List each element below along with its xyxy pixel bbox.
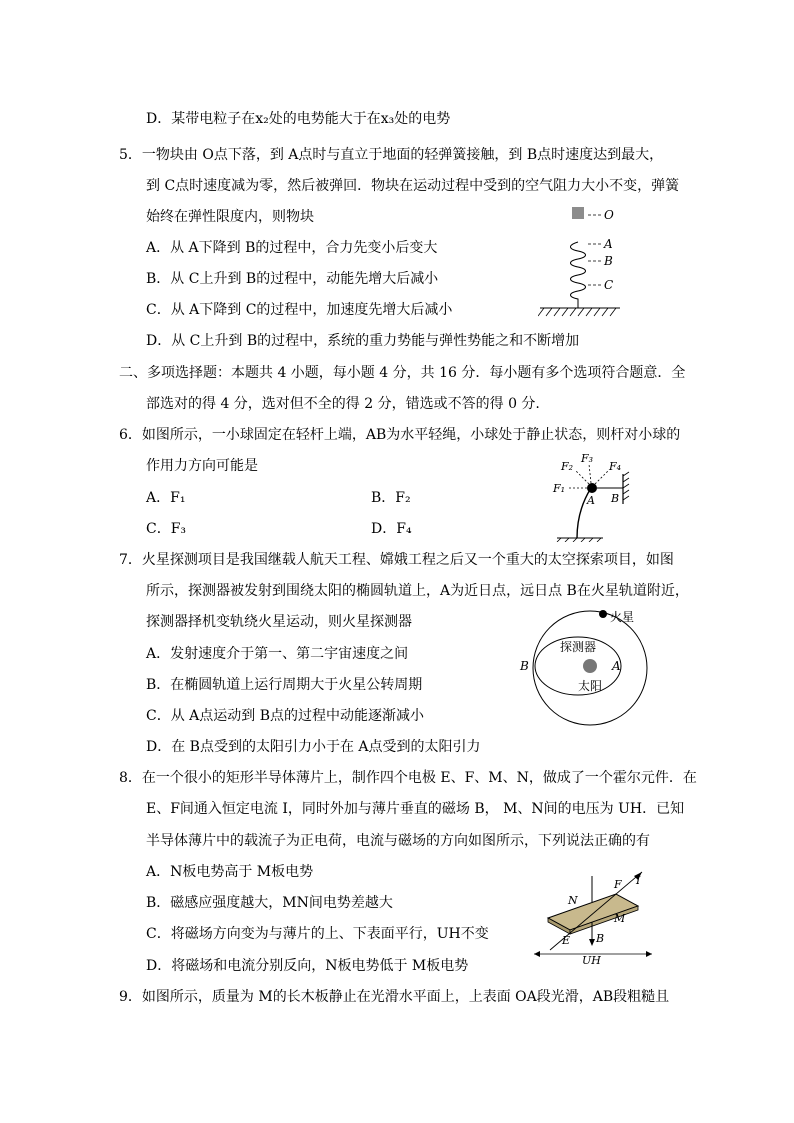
hall-element-figure (528, 868, 658, 964)
q7-stem-line-3: 探测器择机变轨绕火星运动，则火星探测器 (146, 614, 412, 630)
label-c: C (604, 278, 614, 292)
q8-stem-line-3: 半导体薄片中的载流子为正电荷，电流与磁场的方向如图所示，下列说法正确的有 (146, 833, 650, 849)
label-f1: F₁ (553, 482, 566, 495)
label-b: B (520, 659, 529, 673)
label-e: E (562, 934, 571, 947)
q5-option-a: A．从 A下降到 B的过程中，合力先变小后变大 (146, 240, 438, 256)
block-shape (572, 207, 584, 219)
q5-stem-line-2: 到 C点时速度减为零，然后被弹回．物块在运动过程中受到的空气阻力大小不变，弹簧 (146, 178, 680, 194)
q5-option-c: C．从 A下降到 C的过程中，加速度先增大后减小 (146, 302, 453, 318)
label-b: B (604, 254, 613, 268)
label-f2: F₂ (561, 460, 574, 473)
label-sun: 太阳 (578, 679, 603, 693)
rod-ball-figure (545, 448, 635, 542)
q8-stem-line-1: 8．在一个很小的矩形半导体薄片上，制作四个电极 E、F、M、N，做成了一个霍尔元件．在 (119, 770, 697, 786)
q6-option-a: A．F₁ (146, 490, 186, 506)
q8-option-b: B．磁感应强度越大，MN间电势差越大 (146, 895, 393, 911)
q7-stem-line-2: 所示，探测器被发射到围绕太阳的椭圆轨道上，A为近日点，远日点 B在火星轨道附近， (146, 583, 689, 599)
label-b: B (611, 492, 620, 505)
q6-option-d: D．F₄ (371, 521, 412, 537)
label-f: F (614, 878, 622, 891)
q8-stem-line-2: E、F间通入恒定电流 I，同时外加与薄片垂直的磁场 B， M、N间的电压为 UH．已知 (146, 801, 685, 817)
q8-option-c: C．将磁场方向变为与薄片的上、下表面平行，UH不变 (146, 926, 489, 942)
label-a: A (587, 494, 595, 507)
label-uh: UH (582, 954, 601, 964)
q4-option-d: D．某带电粒子在x₂处的电势能大于在x₃处的电势 (146, 111, 451, 127)
q8-option-d: D．将磁场和电流分别反向，N板电势低于 M板电势 (146, 958, 469, 974)
q7-option-d: D．在 B点受到的太阳引力小于在 A点受到的太阳引力 (146, 739, 481, 755)
q7-option-c: C．从 A点运动到 B点的过程中动能逐渐减小 (146, 708, 425, 724)
q5-option-b: B．从 C上升到 B的过程中，动能先增大后减小 (146, 271, 439, 287)
q8-option-a: A．N板电势高于 M板电势 (146, 864, 314, 880)
q7-option-b: B．在椭圆轨道上运行周期大于火星公转周期 (146, 677, 423, 693)
label-f3: F₃ (581, 452, 594, 465)
label-a: A (612, 659, 621, 673)
q7-option-a: A．发射速度介于第一、第二宇宙速度之间 (146, 646, 409, 662)
label-a: A (604, 237, 613, 251)
label-f4: F₄ (609, 460, 622, 473)
q6-option-b: B．F₂ (371, 490, 411, 506)
sun-shape (583, 659, 597, 673)
mars-shape (599, 610, 607, 618)
spring-figure (538, 200, 628, 320)
q6-option-c: C．F₃ (146, 521, 187, 537)
label-n: N (568, 894, 578, 907)
q5-stem-line-1: 5．一物块由 O点下落，到 A点时与直立于地面的轻弹簧接触，到 B点时速度达到最大， (119, 147, 664, 163)
label-i: I (636, 874, 641, 887)
q6-stem-line-2: 作用力方向可能是 (146, 458, 258, 474)
section2-line-1: 二、多项选择题：本题共 4 小题，每小题 4 分，共 16 分．每小题有多个选项符合题意．全 (119, 365, 686, 381)
label-b: B (596, 932, 605, 945)
label-o: O (604, 208, 614, 222)
section2-line-2: 部选对的得 4 分，选对但不全的得 2 分，错选或不答的得 0 分. (146, 396, 540, 412)
label-mars: 火星 (610, 610, 635, 624)
orbit-figure (514, 606, 654, 730)
spring-coil (571, 242, 586, 308)
q5-option-d: D．从 C上升到 B的过程中，系统的重力势能与弹性势能之和不断增加 (146, 333, 580, 349)
ball-shape (587, 483, 597, 493)
label-probe: 探测器 (560, 640, 597, 654)
ground-hatch (538, 308, 616, 316)
q7-stem-line-1: 7．火星探测项目是我国继载人航天工程、嫦娥工程之后又一个重大的太空探索项目，如图 (119, 552, 674, 568)
q6-stem-line-1: 6．如图所示，一小球固定在轻杆上端，AB为水平轻绳，小球处于静止状态，则杆对小球的 (119, 427, 681, 443)
label-m: M (614, 912, 626, 925)
q9-stem-line-1: 9．如图所示，质量为 M的长木板静止在光滑水平面上，上表面 OA段光滑，AB段粗糙且 (119, 989, 670, 1005)
q5-stem-line-3: 始终在弹性限度内，则物块 (146, 209, 314, 225)
